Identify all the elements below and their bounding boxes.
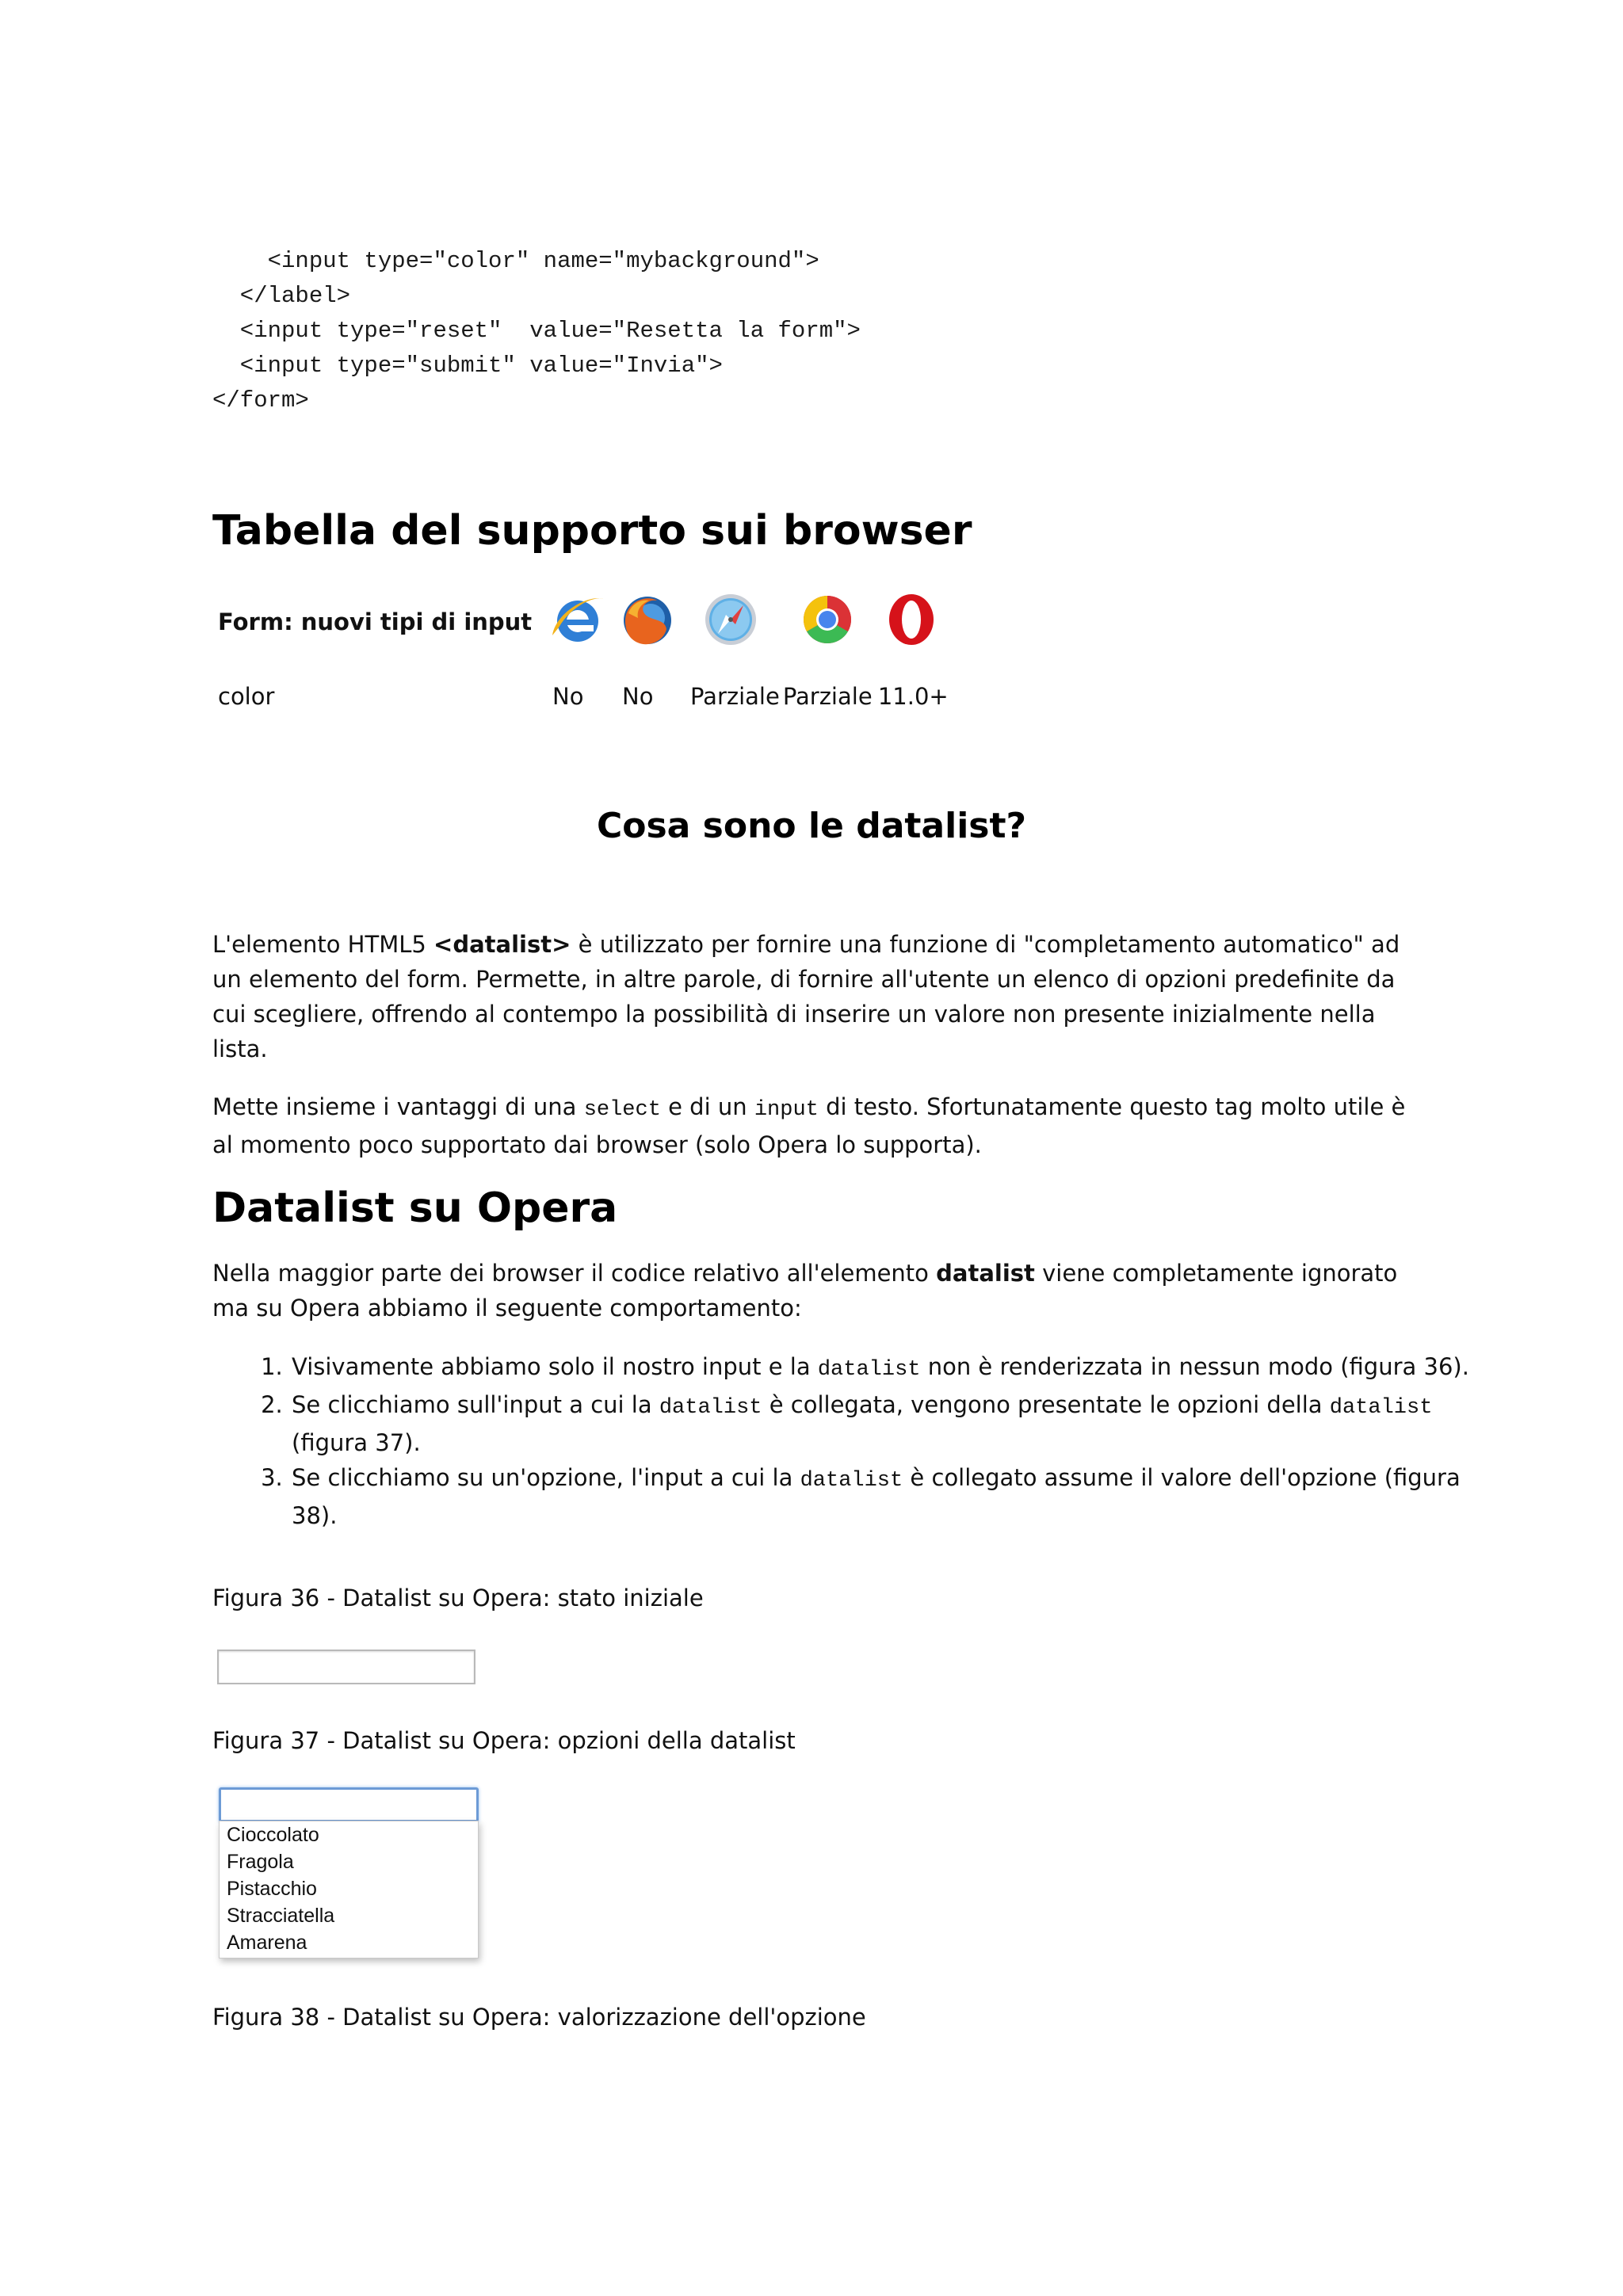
text-span: viene completamente ignorato ma su Opera abbiamo il seguente comportamento: bbox=[212, 1260, 1398, 1322]
list-item bbox=[290, 1460, 1510, 1533]
text-span: è utilizzato per fornire una funzione di "completamento automatico" ad un elemento del form. Permette, in altre parole, di fornire all'utente un elenco di opzioni predefinite da cui scegliere, offrendo al contempo la possibilità di inserire un valore non presente inizialmente nella lista. bbox=[212, 931, 1400, 1062]
datalist-tag-bold: <datalist> bbox=[433, 931, 571, 958]
inline-code: datalist bbox=[800, 1469, 903, 1493]
advantages-paragraph bbox=[212, 1089, 1417, 1162]
code-line: </label> bbox=[212, 283, 351, 309]
datalist-option[interactable]: Pistacchio bbox=[227, 1878, 317, 1900]
browser-support-heading: Tabella del supporto sui browser bbox=[212, 507, 972, 555]
opera-cell bbox=[875, 578, 949, 666]
chrome-cell bbox=[780, 578, 875, 666]
text-span: di testo. Sfortunatamente questo tag molto utile è al momento poco supportato dai browser (solo Opera lo supporta). bbox=[212, 1093, 1406, 1158]
text-span: e di un bbox=[660, 1093, 754, 1120]
text-span: Se clicchiamo su un'opzione, l'input a cui la bbox=[292, 1464, 800, 1491]
cell-safari: Parziale bbox=[690, 683, 780, 710]
datalist-bold: datalist bbox=[936, 1260, 1035, 1287]
text-span: L'elemento HTML5 bbox=[212, 931, 434, 958]
list-item bbox=[290, 1349, 1510, 1387]
code-line: <input type="reset" value="Resetta la form"> bbox=[212, 318, 861, 344]
cell-firefox: No bbox=[622, 683, 654, 710]
intro-paragraph bbox=[212, 927, 1417, 1066]
datalist-dropdown bbox=[219, 1821, 479, 1958]
browser-support-table bbox=[212, 578, 949, 727]
opera-paragraph bbox=[212, 1256, 1417, 1325]
figure-38-caption: Figura 38 - Datalist su Opera: valorizzazione dell'opzione bbox=[212, 2004, 866, 2031]
ie-cell bbox=[543, 578, 613, 666]
inline-code: select bbox=[583, 1098, 661, 1122]
code-block bbox=[212, 244, 861, 418]
table-header-label: Form: nuovi tipi di input bbox=[218, 608, 533, 635]
opera-icon bbox=[881, 589, 941, 650]
code-line: <input type="color" name="mybackground"> bbox=[212, 248, 819, 274]
inline-code: input bbox=[754, 1098, 819, 1122]
opera-heading: Datalist su Opera bbox=[212, 1184, 618, 1232]
text-span: è collegato assume il valore dell'opzione (figura 38). bbox=[292, 1464, 1461, 1529]
text-span: (figura 37). bbox=[292, 1429, 421, 1456]
row-label: color bbox=[218, 683, 275, 710]
datalist-heading: Cosa sono le datalist? bbox=[596, 806, 1027, 846]
text-span: non è renderizzata in nessun modo (figura 36). bbox=[920, 1353, 1469, 1380]
chrome-icon bbox=[797, 589, 857, 650]
text-span: Se clicchiamo sull'input a cui la bbox=[292, 1391, 659, 1418]
cell-opera: 11.0+ bbox=[877, 683, 949, 710]
list-item bbox=[290, 1387, 1510, 1460]
figure-36-caption: Figura 36 - Datalist su Opera: stato iniziale bbox=[212, 1585, 704, 1611]
steps-list bbox=[212, 1349, 1510, 1533]
inline-code: datalist bbox=[659, 1396, 762, 1420]
cell-chrome: Parziale bbox=[782, 683, 873, 710]
datalist-option[interactable]: Stracciatella bbox=[227, 1905, 335, 1927]
safari-icon bbox=[701, 589, 761, 650]
datalist-option[interactable]: Fragola bbox=[227, 1851, 294, 1873]
inline-code: datalist bbox=[817, 1358, 921, 1382]
figure-37-caption: Figura 37 - Datalist su Opera: opzioni della datalist bbox=[212, 1727, 796, 1754]
safari-cell bbox=[682, 578, 780, 666]
text-span: è collegata, vengono presentate le opzioni della bbox=[762, 1391, 1330, 1418]
code-line: </form> bbox=[212, 387, 309, 414]
firefox-cell bbox=[613, 578, 682, 666]
code-line: <input type="submit" value="Invia"> bbox=[212, 353, 723, 379]
figure-37-datalist bbox=[216, 1786, 485, 1965]
table-row bbox=[212, 666, 949, 727]
table-header-row bbox=[212, 578, 949, 666]
datalist-option[interactable]: Amarena bbox=[227, 1932, 307, 1954]
datalist-option[interactable]: Cioccolato bbox=[227, 1824, 319, 1846]
inline-code: datalist bbox=[1329, 1396, 1433, 1420]
text-span: Visivamente abbiamo solo il nostro input e la bbox=[292, 1353, 818, 1380]
text-span: Nella maggior parte dei browser il codice relativo all'elemento bbox=[212, 1260, 937, 1287]
ie-icon bbox=[548, 589, 608, 650]
cell-ie: No bbox=[552, 683, 584, 710]
firefox-icon bbox=[617, 589, 678, 650]
text-span: Mette insieme i vantaggi di una bbox=[212, 1093, 584, 1120]
figure-37-focused-input[interactable] bbox=[219, 1787, 479, 1822]
figure-36-empty-input[interactable] bbox=[217, 1650, 475, 1684]
